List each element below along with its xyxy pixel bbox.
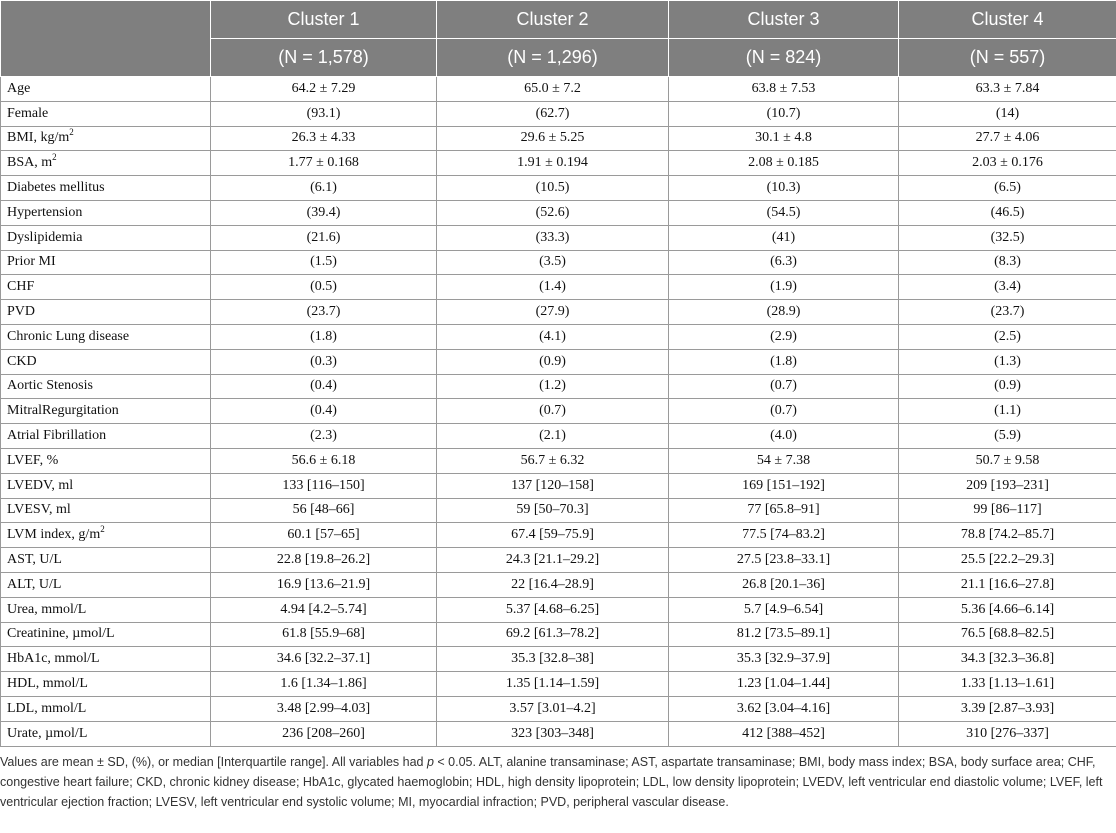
table-row xyxy=(1,176,1116,201)
row-label-cell xyxy=(1,324,211,349)
cluster-2-value: (10.5) xyxy=(437,176,669,201)
cluster-4-value: (23.7) xyxy=(899,300,1116,325)
cluster-3-value: 35.3 [32.9–37.9] xyxy=(669,647,899,672)
cluster-2-value: 65.0 ± 7.2 xyxy=(437,77,669,102)
table-row xyxy=(1,473,1116,498)
footnote-part2: < 0.05. ALT, alanine transaminase; AST, aspartate transaminase; BMI, body mass index; BSA, body surface area; CHF, congestive heart failure; CKD, chronic kidney disease; HbA1c, glycated haemoglobin; HDL, high density lipoprotein; LDL, low density lipoprotein; LVEDV, left ventricular end diastolic volume; LVEF, left ventricular ejection fraction; LVESV, left ventricular end systolic volume; MI, myocardial infraction; PVD, peripheral vascular disease. xyxy=(0,755,1103,809)
table-row xyxy=(1,448,1116,473)
cluster-4-value: (0.9) xyxy=(899,374,1116,399)
cluster-1-value: 56 [48–66] xyxy=(211,498,437,523)
cluster-4-value: (32.5) xyxy=(899,225,1116,250)
cluster-2-value: 323 [303–348] xyxy=(437,721,669,746)
row-label-cell xyxy=(1,622,211,647)
row-label: Chronic Lung disease xyxy=(7,328,130,344)
cluster-4-value: 27.7 ± 4.06 xyxy=(899,126,1116,151)
cluster-4-value: (3.4) xyxy=(899,275,1116,300)
cluster-1-value: 34.6 [32.2–37.1] xyxy=(211,647,437,672)
cluster-2-value: 3.57 [3.01–4.2] xyxy=(437,696,669,721)
row-label: CKD xyxy=(7,353,37,369)
row-label-cell xyxy=(1,225,211,250)
header-n-cluster-3: (N = 824) xyxy=(669,39,899,77)
cluster-1-value: 61.8 [55.9–68] xyxy=(211,622,437,647)
header-n-cluster-4: (N = 557) xyxy=(899,39,1116,77)
table-row xyxy=(1,548,1116,573)
cluster-1-value: (0.4) xyxy=(211,399,437,424)
cluster-1-value: 56.6 ± 6.18 xyxy=(211,448,437,473)
row-label-cell xyxy=(1,151,211,176)
table-row xyxy=(1,696,1116,721)
cluster-3-value: 5.7 [4.9–6.54] xyxy=(669,597,899,622)
row-label: AST, U/L xyxy=(7,552,62,568)
table-body xyxy=(1,77,1116,747)
cluster-3-value: (41) xyxy=(669,225,899,250)
cluster-1-value: (2.3) xyxy=(211,424,437,449)
row-label-cell xyxy=(1,448,211,473)
cluster-3-value: (4.0) xyxy=(669,424,899,449)
cluster-1-value: 236 [208–260] xyxy=(211,721,437,746)
cluster-4-value: (5.9) xyxy=(899,424,1116,449)
cluster-2-value: 35.3 [32.8–38] xyxy=(437,647,669,672)
header-cluster-3: Cluster 3 xyxy=(669,1,899,39)
row-label: Dyslipidemia xyxy=(7,229,83,245)
cluster-4-value: 63.3 ± 7.84 xyxy=(899,77,1116,102)
row-label: CHF xyxy=(7,279,35,295)
table-row xyxy=(1,101,1116,126)
table-row xyxy=(1,424,1116,449)
table-row xyxy=(1,374,1116,399)
row-label-cell xyxy=(1,77,211,102)
cluster-4-value: 1.33 [1.13–1.61] xyxy=(899,672,1116,697)
cluster-3-value: (1.9) xyxy=(669,275,899,300)
row-label: Diabetes mellitus xyxy=(7,180,105,196)
table-row xyxy=(1,225,1116,250)
header-row-clusters xyxy=(1,1,1116,39)
row-label: BSA, m xyxy=(7,155,53,171)
table-row xyxy=(1,622,1116,647)
row-label-cell xyxy=(1,498,211,523)
row-label-cell xyxy=(1,647,211,672)
cluster-4-value: (1.3) xyxy=(899,349,1116,374)
cluster-2-value: 29.6 ± 5.25 xyxy=(437,126,669,151)
cluster-1-value: 3.48 [2.99–4.03] xyxy=(211,696,437,721)
row-label-cell xyxy=(1,721,211,746)
row-label-cell xyxy=(1,300,211,325)
cluster-1-value: 60.1 [57–65] xyxy=(211,523,437,548)
cluster-3-value: 77 [65.8–91] xyxy=(669,498,899,523)
cluster-2-value: 5.37 [4.68–6.25] xyxy=(437,597,669,622)
cluster-3-value: 2.08 ± 0.185 xyxy=(669,151,899,176)
cluster-4-value: (8.3) xyxy=(899,250,1116,275)
cluster-2-value: (4.1) xyxy=(437,324,669,349)
row-label-cell xyxy=(1,399,211,424)
cluster-3-value: (10.7) xyxy=(669,101,899,126)
cluster-3-value: (6.3) xyxy=(669,250,899,275)
cluster-2-value: 24.3 [21.1–29.2] xyxy=(437,548,669,573)
table-row xyxy=(1,498,1116,523)
table-row xyxy=(1,572,1116,597)
row-label-superscript: 2 xyxy=(52,151,57,162)
cluster-1-value: (0.5) xyxy=(211,275,437,300)
cluster-3-value: (28.9) xyxy=(669,300,899,325)
cluster-2-value: 67.4 [59–75.9] xyxy=(437,523,669,548)
row-label: Hypertension xyxy=(7,204,83,220)
row-label: PVD xyxy=(7,304,36,320)
cluster-1-value: 1.6 [1.34–1.86] xyxy=(211,672,437,697)
cluster-2-value: (0.9) xyxy=(437,349,669,374)
cluster-1-value: 26.3 ± 4.33 xyxy=(211,126,437,151)
row-label-superscript: 2 xyxy=(100,523,105,534)
header-n-cluster-2: (N = 1,296) xyxy=(437,39,669,77)
cluster-1-value: (21.6) xyxy=(211,225,437,250)
cluster-3-value: (2.9) xyxy=(669,324,899,349)
cluster-4-value: 34.3 [32.3–36.8] xyxy=(899,647,1116,672)
header-cluster-4: Cluster 4 xyxy=(899,1,1116,39)
cluster-3-value: 27.5 [23.8–33.1] xyxy=(669,548,899,573)
cluster-4-value: 25.5 [22.2–29.3] xyxy=(899,548,1116,573)
cluster-2-value: (62.7) xyxy=(437,101,669,126)
row-label: LDL, mmol/L xyxy=(7,700,87,716)
table-row xyxy=(1,672,1116,697)
table-row xyxy=(1,77,1116,102)
cluster-4-value: (6.5) xyxy=(899,176,1116,201)
row-label: Aortic Stenosis xyxy=(7,378,93,394)
table-row xyxy=(1,151,1116,176)
table-row xyxy=(1,324,1116,349)
row-label: Prior MI xyxy=(7,254,56,270)
cluster-4-value: (2.5) xyxy=(899,324,1116,349)
cluster-4-value: 209 [193–231] xyxy=(899,473,1116,498)
cluster-1-value: 4.94 [4.2–5.74] xyxy=(211,597,437,622)
row-label: HbA1c, mmol/L xyxy=(7,651,100,667)
table-row xyxy=(1,721,1116,746)
cluster-2-value: (2.1) xyxy=(437,424,669,449)
row-label-cell xyxy=(1,250,211,275)
cluster-3-value: 81.2 [73.5–89.1] xyxy=(669,622,899,647)
cluster-2-value: 56.7 ± 6.32 xyxy=(437,448,669,473)
cluster-4-value: 21.1 [16.6–27.8] xyxy=(899,572,1116,597)
cluster-3-value: 30.1 ± 4.8 xyxy=(669,126,899,151)
cluster-2-value: 137 [120–158] xyxy=(437,473,669,498)
cluster-1-value: (93.1) xyxy=(211,101,437,126)
row-label: LVM index, g/m xyxy=(7,527,101,543)
header-cluster-1: Cluster 1 xyxy=(211,1,437,39)
row-label: Age xyxy=(7,80,31,96)
cluster-3-value: (0.7) xyxy=(669,399,899,424)
row-label-cell xyxy=(1,200,211,225)
footnote-p-symbol: p xyxy=(426,755,434,769)
row-label-cell xyxy=(1,597,211,622)
row-label: ALT, U/L xyxy=(7,576,62,592)
table-row xyxy=(1,597,1116,622)
cluster-3-value: 54 ± 7.38 xyxy=(669,448,899,473)
cluster-4-value: 99 [86–117] xyxy=(899,498,1116,523)
cluster-3-value: (1.8) xyxy=(669,349,899,374)
cluster-3-value: 169 [151–192] xyxy=(669,473,899,498)
row-label: LVESV, ml xyxy=(7,502,71,518)
cluster-1-value: (23.7) xyxy=(211,300,437,325)
cluster-2-value: (0.7) xyxy=(437,399,669,424)
cluster-4-value: 5.36 [4.66–6.14] xyxy=(899,597,1116,622)
table-row xyxy=(1,523,1116,548)
row-label-cell xyxy=(1,275,211,300)
row-label-cell xyxy=(1,523,211,548)
row-label-cell xyxy=(1,572,211,597)
row-label: Creatinine, µmol/L xyxy=(7,626,115,642)
row-label: LVEF, % xyxy=(7,452,59,468)
cluster-3-value: (0.7) xyxy=(669,374,899,399)
cluster-4-value: 50.7 ± 9.58 xyxy=(899,448,1116,473)
cluster-1-value: 16.9 [13.6–21.9] xyxy=(211,572,437,597)
row-label: LVEDV, ml xyxy=(7,477,74,493)
cluster-3-value: 77.5 [74–83.2] xyxy=(669,523,899,548)
header-n-cluster-1: (N = 1,578) xyxy=(211,39,437,77)
row-label: Atrial Fibrillation xyxy=(7,428,107,444)
cluster-3-value: 3.62 [3.04–4.16] xyxy=(669,696,899,721)
cluster-2-value: 1.91 ± 0.194 xyxy=(437,151,669,176)
row-label: Urea, mmol/L xyxy=(7,601,87,617)
row-label-cell xyxy=(1,176,211,201)
table-row xyxy=(1,399,1116,424)
cluster-1-value: 133 [116–150] xyxy=(211,473,437,498)
footnote-part1: Values are mean ± SD, (%), or median [Interquartile range]. All variables had xyxy=(0,755,427,769)
row-label: HDL, mmol/L xyxy=(7,676,88,692)
cluster-4-value: 76.5 [68.8–82.5] xyxy=(899,622,1116,647)
cluster-4-value: 2.03 ± 0.176 xyxy=(899,151,1116,176)
header-corner-cell xyxy=(1,1,211,77)
table-row xyxy=(1,647,1116,672)
cluster-1-value: (1.8) xyxy=(211,324,437,349)
cluster-2-value: 1.35 [1.14–1.59] xyxy=(437,672,669,697)
cluster-4-value: 78.8 [74.2–85.7] xyxy=(899,523,1116,548)
row-label: MitralRegurgitation xyxy=(7,403,119,419)
cluster-2-value: (1.2) xyxy=(437,374,669,399)
cluster-1-value: (39.4) xyxy=(211,200,437,225)
cluster-3-value: 412 [388–452] xyxy=(669,721,899,746)
cluster-4-value: (46.5) xyxy=(899,200,1116,225)
cluster-1-value: (6.1) xyxy=(211,176,437,201)
row-label-cell xyxy=(1,696,211,721)
row-label-cell xyxy=(1,548,211,573)
cluster-3-value: (10.3) xyxy=(669,176,899,201)
table-row xyxy=(1,126,1116,151)
cluster-4-value: (14) xyxy=(899,101,1116,126)
cluster-1-value: (0.4) xyxy=(211,374,437,399)
cluster-1-value: 1.77 ± 0.168 xyxy=(211,151,437,176)
row-label-cell xyxy=(1,349,211,374)
table-footnote xyxy=(0,752,1114,812)
cluster-1-value: (0.3) xyxy=(211,349,437,374)
row-label-superscript: 2 xyxy=(69,126,74,137)
row-label-cell xyxy=(1,101,211,126)
row-label-cell xyxy=(1,473,211,498)
table-row xyxy=(1,349,1116,374)
cluster-3-value: 63.8 ± 7.53 xyxy=(669,77,899,102)
cluster-1-value: (1.5) xyxy=(211,250,437,275)
table-row xyxy=(1,200,1116,225)
row-label-cell xyxy=(1,672,211,697)
table-row xyxy=(1,275,1116,300)
cluster-2-value: 69.2 [61.3–78.2] xyxy=(437,622,669,647)
row-label: Urate, µmol/L xyxy=(7,725,88,741)
cluster-2-value: 22 [16.4–28.9] xyxy=(437,572,669,597)
row-label: BMI, kg/m xyxy=(7,130,70,146)
cluster-3-value: 1.23 [1.04–1.44] xyxy=(669,672,899,697)
cluster-1-value: 22.8 [19.8–26.2] xyxy=(211,548,437,573)
cluster-2-value: (52.6) xyxy=(437,200,669,225)
table-row xyxy=(1,250,1116,275)
row-label-cell xyxy=(1,424,211,449)
cluster-4-value: 3.39 [2.87–3.93] xyxy=(899,696,1116,721)
row-label-cell xyxy=(1,126,211,151)
cluster-4-value: (1.1) xyxy=(899,399,1116,424)
row-label-cell xyxy=(1,374,211,399)
row-label: Female xyxy=(7,105,49,121)
cluster-3-value: (54.5) xyxy=(669,200,899,225)
cluster-2-value: (33.3) xyxy=(437,225,669,250)
cluster-2-value: (1.4) xyxy=(437,275,669,300)
header-cluster-2: Cluster 2 xyxy=(437,1,669,39)
cluster-1-value: 64.2 ± 7.29 xyxy=(211,77,437,102)
table-row xyxy=(1,300,1116,325)
cluster-2-value: 59 [50–70.3] xyxy=(437,498,669,523)
cluster-3-value: 26.8 [20.1–36] xyxy=(669,572,899,597)
cluster-2-value: (27.9) xyxy=(437,300,669,325)
cluster-4-value: 310 [276–337] xyxy=(899,721,1116,746)
cluster-2-value: (3.5) xyxy=(437,250,669,275)
